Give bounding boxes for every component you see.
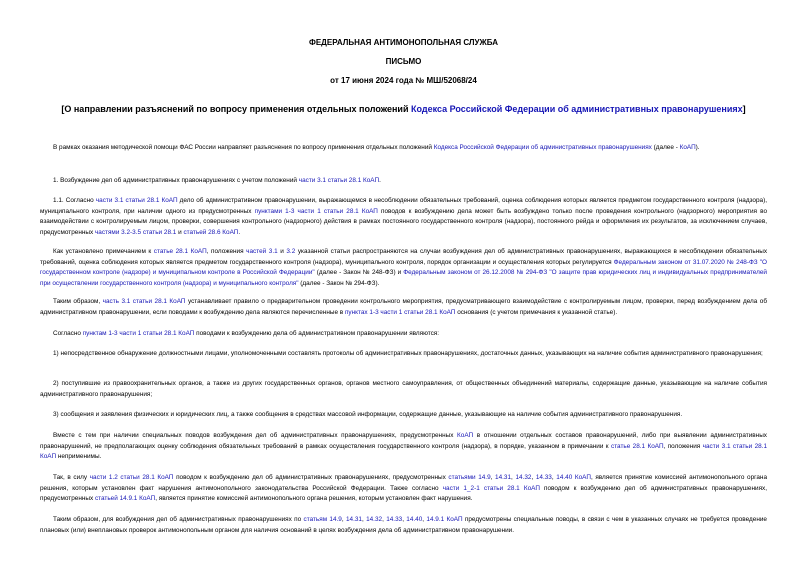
art-28-6-link[interactable]: статьей 28.6 КоАП	[183, 228, 239, 236]
agency-name: ФЕДЕРАЛЬНАЯ АНТИМОНОПОЛЬНАЯ СЛУЖБА	[309, 38, 498, 47]
paragraph-special-grounds	[40, 431, 767, 463]
text-run: 1.1. Согласно	[53, 197, 96, 204]
text-run: Так, в силу	[53, 474, 90, 481]
text-run: ,	[551, 474, 557, 481]
part-1-2-1-art-28-1-link[interactable]: части 1_2-1 статьи 28.1 КоАП	[442, 484, 540, 492]
art-14-40-link[interactable]: 14.40	[406, 516, 423, 523]
text-run: указанной статьи распространяются на случаи возбуждения дел об административных правонарушениях, выражающихся в несоблюдении обязательных требований, оценка соблюдения которых является предметом государственного контроля (надзора), муниципального контроля, порядок организации и осуществления которых регулируется	[40, 248, 768, 266]
text-run: дело об административном правонарушении, выражающемся в несоблюдении обязательных требований, оценка соблюдения которых является предметом государственного контроля (надзора), муниципального контроля, при наличии одного из предусмотренных	[40, 197, 767, 215]
art-14-33-link[interactable]: 14.33	[386, 516, 403, 523]
paragraph-antimonopoly	[40, 473, 767, 505]
title-close-text: ]	[742, 104, 746, 114]
text-run: поводом к возбуждению дел об административных правонарушениях, предусмотренных	[173, 474, 449, 481]
part-1-2-art-28-1-link[interactable]: части 1.2 статьи 28.1 КоАП	[89, 474, 174, 481]
items-1-3-part-1-art-28-1-link[interactable]: пунктах 1-3 части 1 статьи 28.1 КоАП	[344, 308, 456, 316]
text-run: ,	[402, 516, 407, 523]
text-run: ,	[490, 474, 496, 481]
text-run: Вместе с тем при наличии специальных поводов возбуждения дел об административных правонарушениях, предусмотренных	[53, 432, 458, 439]
text-run: ,	[361, 516, 367, 523]
text-run: основания (с учетом примечания к указанной статье).	[455, 308, 618, 316]
art-14-32-link[interactable]: 14.32	[515, 474, 532, 481]
title-open-text: [О направлении разъяснений по вопросу применения отдельных положений	[61, 104, 411, 114]
text-run: и	[176, 228, 184, 236]
paragraph-grounds	[40, 329, 767, 340]
paragraph-intro	[40, 143, 767, 154]
art-28-1-link[interactable]: статье 28.1 КоАП	[611, 442, 664, 450]
text-run: (далее -	[651, 144, 680, 151]
paragraph-note	[40, 247, 767, 289]
text-run: .	[238, 228, 241, 236]
text-run: 1. Возбуждение дел об административных правонарушениях с учетом положений	[53, 177, 299, 184]
art-14-9-1-link[interactable]: статьей 14.9.1 КоАП	[94, 495, 156, 503]
text-run: , положения	[663, 442, 703, 450]
list-item-1: 1) непосредственное обнаружение должностными лицами, уполномоченными составлять протоколы об административных правонарушениях, достаточных данных, указывающих на наличие события административного правонарушения;	[53, 350, 763, 357]
text-run: ,	[531, 474, 536, 481]
art-28-1-link[interactable]: статье 28.1 КоАП	[153, 248, 207, 255]
text-run: ,	[422, 516, 427, 523]
document-type: ПИСЬМО	[385, 57, 422, 66]
art-14-31-link[interactable]: 14.31	[495, 474, 512, 481]
koap-link[interactable]: Кодекса Российской Федерации об административных правонарушениях	[433, 144, 652, 151]
koap-abbr-link[interactable]: КоАП	[457, 432, 474, 439]
law-248-fz-link[interactable]: Федеральным законом от 31.07.2020 № 248-ФЗ "О государственном контроле (надзоре) и муниципальном контроле в Российской Федерации"	[40, 258, 767, 277]
law-294-fz-link[interactable]: Федеральным законом от 26.12.2008 № 294-ФЗ "О защите прав юридических лиц и индивидуальных предпринимателей при осуществлении государственного контроля (надзора) и муниципального контроля"	[40, 269, 767, 287]
paragraph-conclusion	[40, 297, 767, 318]
text-run: В рамках оказания методической помощи ФАС России направляет разъяснения по вопросу применения отдельных положений	[53, 144, 434, 151]
art-14-40-link[interactable]: 14.40 КоАП	[556, 474, 591, 481]
koap-abbr-link[interactable]: КоАП	[679, 144, 696, 151]
list-item-3: 3) сообщения и заявления физических и юридических лиц, а также сообщения в средствах массовой информации, содержащие данные, указывающие на наличие события административного правонарушения.	[53, 411, 683, 418]
text-run: (далее - Закон № 248-ФЗ) и	[314, 269, 404, 277]
text-run: ,	[341, 516, 346, 523]
text-run: Таким образом, для возбуждения дел об административных правонарушениях по	[53, 516, 304, 523]
paragraph-section-1	[40, 176, 767, 187]
part-3-1-art-28-1-link[interactable]: части 3.1 статьи 28.1 КоАП	[40, 442, 768, 461]
title-koap-link[interactable]: Кодекса Российской Федерации об административных правонарушениях	[410, 104, 743, 114]
part-3-1-art-28-1-link[interactable]: часть 3.1 статьи 28.1 КоАП	[102, 298, 186, 305]
items-1-3-part-1-art-28-1-link[interactable]: пунктами 1-3 части 1 статьи 28.1 КоАП	[254, 207, 378, 215]
text-run: , является принятие комиссией антимонопольного органа решения, которым установлен факт нарушения антимонопольного законодательства Российской Федерации. Также согласно	[40, 474, 767, 492]
part-3-1-art-28-1-link[interactable]: части 3.1 статьи 28.1 КоАП	[298, 177, 380, 184]
art-14-32-link[interactable]: 14.32	[366, 516, 383, 523]
list-item-2: 2) поступившие из правоохранительных органов, а также из других государственных органов, органов местного самоуправления, от общественных объединений материалы, содержащие данные, указывающие на наличие события административного правонарушения;	[40, 380, 767, 398]
art-14-9-1-link[interactable]: 14.9.1 КоАП	[426, 516, 463, 523]
text-run: , является принятие комиссией антимонопольного органа решения, которым установлен факт нарушения.	[155, 495, 473, 503]
items-1-3-part-1-art-28-1-link[interactable]: пунктам 1-3 части 1 статьи 28.1 КоАП	[82, 330, 195, 337]
part-3-1-art-28-1-link[interactable]: части 3.1 статьи 28.1 КоАП	[95, 197, 178, 204]
paragraph-1-1	[40, 196, 767, 238]
document-title	[0, 104, 807, 114]
art-14-33-link[interactable]: 14.33	[535, 474, 552, 481]
text-run: поводом к возбуждению дел об административных правонарушениях, предусмотренных	[40, 484, 767, 503]
paragraph-final	[40, 515, 767, 536]
part-3-1-link[interactable]: частей 3.1	[246, 248, 278, 255]
document-date-number: от 17 июня 2024 года № МШ/52068/24	[330, 76, 477, 85]
text-run: устанавливает правило о предварительном проведении контрольного мероприятия, предусматривающего взаимодействие с контролируемым лицом, проверки, перед возбуждением дела об административном правонарушении, если поводами к возбуждению дела являются перечисленные в	[40, 298, 767, 316]
text-run: ,	[511, 474, 516, 481]
text-run: предусмотрены специальные поводы, в связи с чем в указанных случаях не требуется проведение плановых (или) внеплановых проверок антимонопольным органом для наличия оснований в целях возбуждения дела об административном правонарушении.	[40, 516, 767, 534]
text-run: ).	[695, 144, 700, 151]
text-run: (далее - Закон № 294-ФЗ).	[298, 279, 380, 287]
part-3-2-link[interactable]: 3.2	[286, 248, 296, 255]
text-run: неприменимы.	[56, 453, 102, 461]
art-14-31-link[interactable]: 14.31	[345, 516, 362, 523]
text-run: в отношении отдельных составов правонарушений, либо при выявлении административных правонарушений, не предполагающих оценку соблюдения обязательных требований в рамках осуществления государственного контроля (надзора), в порядке, указанном в примечании к	[40, 432, 767, 450]
text-run: ,	[382, 516, 387, 523]
text-run: Таким образом,	[53, 298, 103, 305]
art-14-9-link[interactable]: статьями 14.9	[448, 474, 491, 481]
text-run: Как установлено примечанием к	[53, 248, 154, 255]
text-run: поводов к возбуждению дела может быть возбуждено только после проведения контрольного (надзорного) мероприятия во взаимодействии с контролируемым лицом, проверки, совершения контрольного (надзорного) действия в рамках постоянного государственного контроля (надзора), постоянного рейда и оформления их результатов, за исключением случаев, предусмотренных	[40, 207, 767, 236]
text-run: поводами к возбуждению дела об административном правонарушении являются:	[194, 330, 440, 337]
art-14-9-link[interactable]: статьям 14.9	[303, 516, 342, 523]
text-run: .	[379, 177, 381, 184]
parts-3-2-3-5-art-28-1-link[interactable]: частями 3.2-3.5 статьи 28.1	[94, 228, 177, 236]
text-run: Согласно	[53, 330, 83, 337]
text-run: , положения	[206, 248, 247, 255]
text-run: и	[277, 248, 287, 255]
